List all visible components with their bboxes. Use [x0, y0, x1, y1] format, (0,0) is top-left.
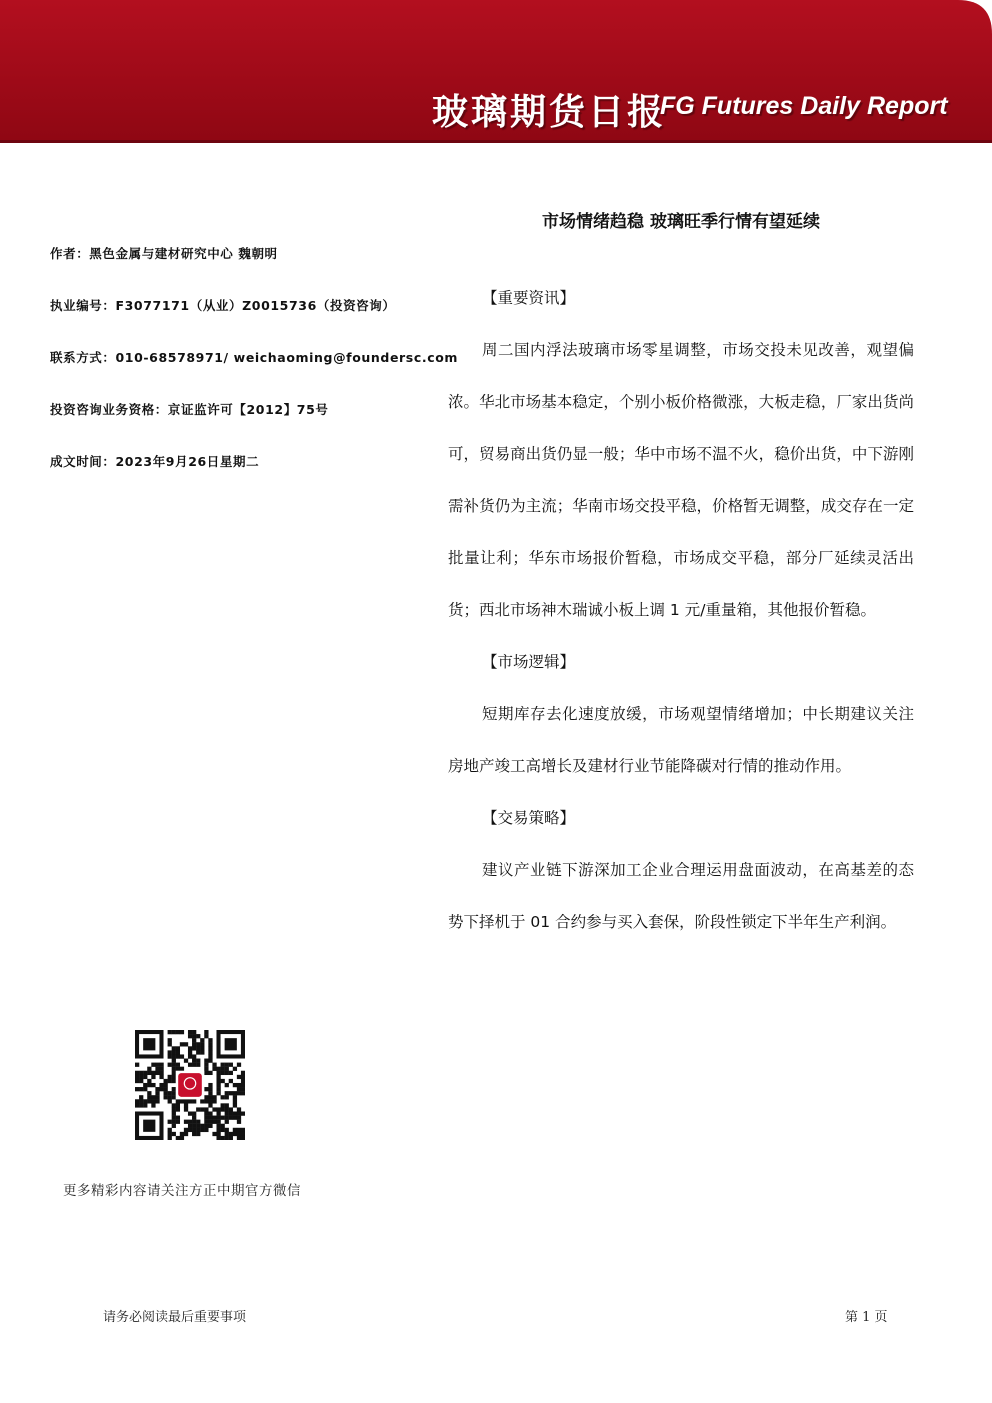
article-title: 市场情绪趋稳 玻璃旺季行情有望延续	[542, 212, 820, 232]
banner-title-en: FG Futures Daily Report	[660, 92, 948, 120]
section-body-logic: 短期库存去化速度放缓，市场观望情绪增加；中长期建议关注房地产竣工高增长及建材行业节能降碳对行情的推动作用。	[448, 705, 914, 775]
section-body-news: 周二国内浮法玻璃市场零星调整，市场交投未见改善，观望偏浓。华北市场基本稳定，个别小板价格微涨，大板走稳，厂家出货尚可，贸易商出货仍显一般；华中市场不温不火，稳价出货，中下游刚需补货仍为主流；华南市场交投平稳，价格暂无调整，成交存在一定批量让利；华东市场报价暂稳，市场成交平稳，部分厂延续灵活出货；西北市场神木瑞诚小板上调 1 元/重量箱，其他报价暂稳。	[448, 341, 914, 619]
banner-title-cn: 玻璃期货日报	[432, 92, 667, 133]
footer-page-number: 第 1 页	[845, 1310, 888, 1325]
section-body-strategy: 建议产业链下游深加工企业合理运用盘面波动，在高基差的态势下择机于 01 合约参与买入套保，阶段性锁定下半年生产利润。	[448, 861, 914, 931]
header-banner	[0, 0, 992, 146]
meta-date: 成文时间：2023年9月26日星期二	[50, 454, 260, 469]
meta-author: 作者：黑色金属与建材研究中心 魏朝明	[50, 246, 278, 261]
section-heading-logic: 【市场逻辑】	[482, 653, 576, 671]
wechat-qr-code	[135, 1030, 245, 1140]
qr-code-graphic	[135, 1030, 245, 1140]
meta-qualification: 投资咨询业务资格：京证监许可【2012】75号	[50, 402, 329, 417]
section-heading-news: 【重要资讯】	[482, 289, 576, 307]
meta-contact: 联系方式：010-68578971/ weichaoming@foundersc.com	[50, 350, 459, 365]
section-heading-strategy: 【交易策略】	[482, 809, 576, 827]
author-meta	[50, 242, 459, 502]
qr-caption: 更多精彩内容请关注方正中期官方微信	[63, 1183, 301, 1199]
meta-license: 执业编号：F3077171（从业）Z0015736（投资咨询）	[50, 298, 396, 313]
article-body	[448, 272, 914, 948]
qr-brand-logo-icon	[178, 1073, 202, 1097]
footer-disclaimer-note: 请务必阅读最后重要事项	[103, 1310, 247, 1325]
